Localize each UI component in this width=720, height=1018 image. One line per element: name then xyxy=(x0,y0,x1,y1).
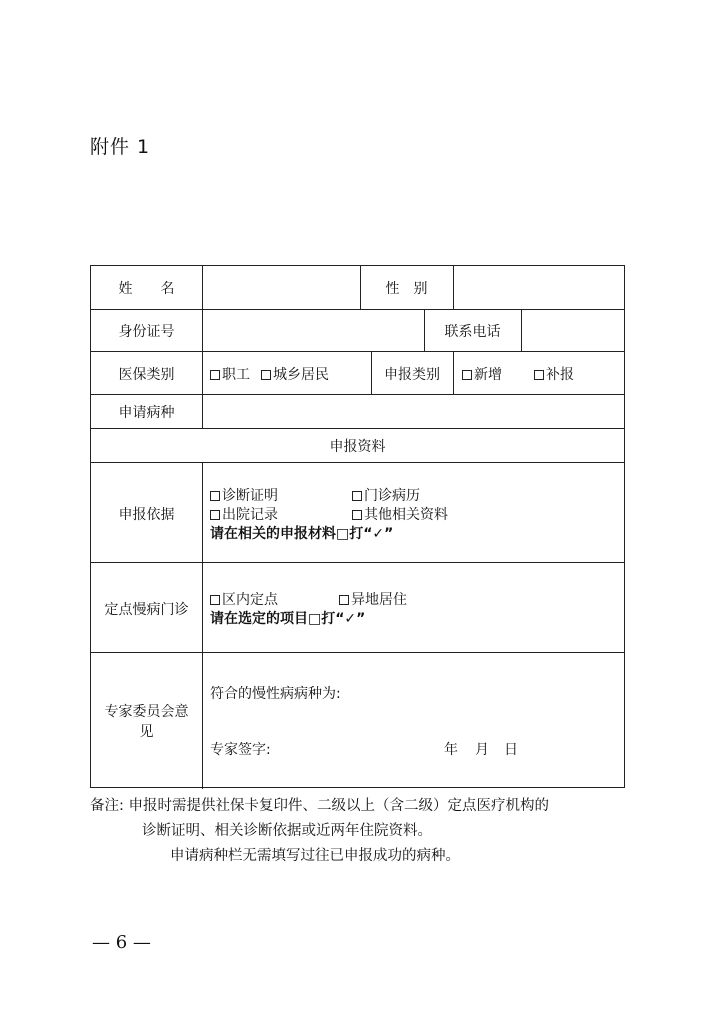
option-label: 门诊病历 xyxy=(364,488,420,504)
attachment-label: 附件 1 xyxy=(90,136,151,158)
clinic-label: 定点慢病门诊 xyxy=(104,602,189,618)
checkbox[interactable] xyxy=(339,595,349,605)
note-line-3: 申请病种栏无需填写过往已申报成功的病种。 xyxy=(170,848,460,864)
expert-disease-text: 符合的慢性病病种为: xyxy=(210,686,341,702)
name-field[interactable] xyxy=(203,267,360,309)
checkbox[interactable] xyxy=(534,370,544,380)
basis-option-diagnosis[interactable] xyxy=(210,485,278,505)
page-number: — 6 — xyxy=(92,932,151,953)
basis-option-outpatient[interactable] xyxy=(352,485,420,505)
apply-type-label: 申报类别 xyxy=(384,367,440,383)
expert-label xyxy=(91,702,202,742)
clinic-option-local[interactable] xyxy=(210,589,278,609)
checkbox[interactable] xyxy=(261,370,271,380)
row-divider xyxy=(91,351,624,352)
clinic-instruction: 请在选定的项目□打“✓” xyxy=(210,611,366,627)
id-field[interactable] xyxy=(203,310,424,351)
disease-field[interactable] xyxy=(203,395,624,428)
insurance-label: 医保类别 xyxy=(118,367,175,383)
option-label: 职工 xyxy=(222,367,250,383)
basis-instruction: 请在相关的申报材料□打“✓” xyxy=(210,526,394,542)
clinic-option-remote[interactable] xyxy=(339,589,407,609)
checkbox[interactable] xyxy=(210,491,220,501)
basis-option-other[interactable] xyxy=(352,504,448,524)
name-label: 姓 名 xyxy=(118,281,175,297)
materials-header: 申报资料 xyxy=(329,439,386,455)
col-divider xyxy=(202,462,203,789)
option-label: 出院记录 xyxy=(222,507,278,523)
row-divider xyxy=(91,462,624,463)
insurance-option-resident[interactable] xyxy=(261,364,329,384)
checkbox[interactable] xyxy=(462,370,472,380)
checkbox[interactable] xyxy=(352,491,362,501)
basis-label: 申报依据 xyxy=(118,507,175,523)
note-line-2: 诊断证明、相关诊断依据或近两年住院资料。 xyxy=(142,823,432,839)
gender-field[interactable] xyxy=(454,267,624,309)
checkbox[interactable] xyxy=(210,370,220,380)
option-label: 区内定点 xyxy=(222,592,278,608)
phone-field[interactable] xyxy=(522,310,624,351)
phone-label: 联系电话 xyxy=(444,324,501,340)
id-label: 身份证号 xyxy=(118,324,175,340)
basis-option-discharge[interactable] xyxy=(210,504,278,524)
checkbox[interactable] xyxy=(210,595,220,605)
apply-option-new[interactable] xyxy=(462,364,502,384)
row-divider xyxy=(91,428,624,429)
row-divider xyxy=(91,652,624,653)
apply-option-supplement[interactable] xyxy=(534,364,574,384)
option-label: 补报 xyxy=(546,367,574,383)
expert-label-line: 见 xyxy=(139,724,154,740)
option-label: 新增 xyxy=(474,367,502,383)
date-day: 日 xyxy=(504,742,518,758)
disease-label: 申请病种 xyxy=(118,405,175,421)
expert-label-line: 专家委员会意 xyxy=(104,704,189,720)
col-divider xyxy=(453,351,454,394)
expert-sign-label: 专家签字: xyxy=(210,742,271,758)
checkbox[interactable] xyxy=(210,510,220,520)
date-month: 月 xyxy=(475,742,489,758)
option-label: 其他相关资料 xyxy=(364,507,448,523)
date-year: 年 xyxy=(444,742,458,758)
note-line-1: 备注: 申报时需提供社保卡复印件、二级以上（含二级）定点医疗机构的 xyxy=(90,798,549,814)
gender-label: 性 别 xyxy=(385,281,428,297)
option-label: 城乡居民 xyxy=(273,367,329,383)
application-form xyxy=(90,265,625,788)
row-divider xyxy=(91,562,624,563)
option-label: 诊断证明 xyxy=(222,488,278,504)
insurance-option-worker[interactable] xyxy=(210,364,250,384)
option-label: 异地居住 xyxy=(351,592,407,608)
checkbox[interactable] xyxy=(352,510,362,520)
